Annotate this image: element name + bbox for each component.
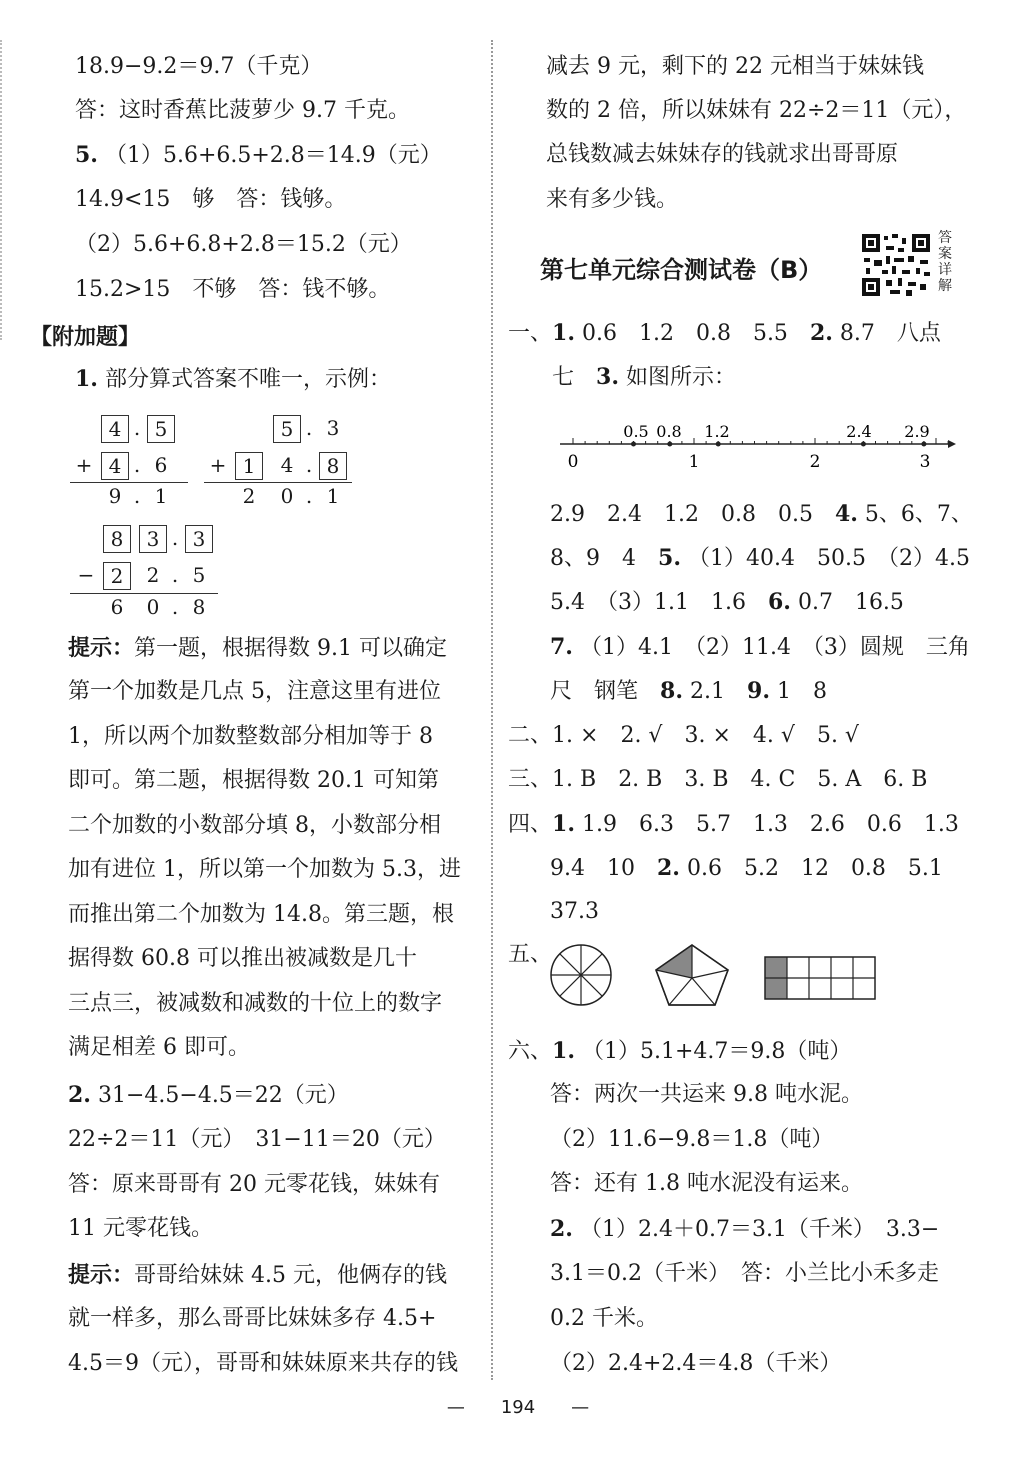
- nl-top-label: 2.9: [904, 422, 930, 441]
- digit: 6: [154, 453, 168, 477]
- qr-label: 答案详解: [938, 230, 952, 294]
- hint-line: 4.5＝9（元），哥哥和妹妹原来共存的钱: [68, 1351, 458, 1376]
- answer-line: [508, 765, 927, 795]
- nl-point: [921, 442, 926, 447]
- answer-line: 数的 2 倍，所以妹妹有 22÷2＝11（元），: [546, 98, 967, 123]
- digit: 8: [192, 595, 206, 619]
- digit: .: [171, 563, 179, 587]
- section-number: 三、: [508, 767, 553, 792]
- digit: 6: [110, 595, 124, 619]
- question-number: 1.: [552, 320, 575, 346]
- answer-text: 6. B: [883, 767, 928, 792]
- answer-line: [75, 364, 391, 395]
- answer-line: 14.9<15 够 答：钱够。: [75, 187, 347, 212]
- answer-line: [508, 809, 959, 840]
- nl-top-label: 1.2: [704, 422, 730, 441]
- answer-text: 如图所示：: [626, 365, 737, 390]
- answer-text: 8.7 八点: [839, 321, 941, 346]
- nl-label: 0: [567, 452, 579, 472]
- answer-text: 1. B: [552, 767, 597, 792]
- answer-box: 2: [103, 562, 131, 590]
- answer-box: 4: [101, 415, 129, 443]
- answer-line: [550, 676, 827, 707]
- answer-text: 1 8: [776, 679, 827, 704]
- nl-label: 3: [919, 452, 931, 472]
- hint-line: 而推出第二个加数为 14.8。第三题，根: [68, 902, 454, 927]
- question-number: 2.: [550, 1216, 573, 1242]
- answer-line: 答：这时香蕉比菠萝少 9.7 千克。: [75, 98, 410, 123]
- answer-text: 5. A: [817, 767, 862, 792]
- answer-box: 3: [139, 525, 167, 553]
- answer-text: 4. C: [750, 767, 796, 792]
- digit: 0: [280, 484, 294, 508]
- nl-point: [631, 442, 636, 447]
- digit: 4: [280, 453, 294, 477]
- nl-point: [861, 442, 866, 447]
- answer-line: 减去 9 元，剩下的 22 元相当于妹妹钱: [546, 54, 924, 79]
- question-number: 1.: [552, 811, 575, 837]
- hint-label: 提示：: [68, 1262, 135, 1288]
- answer-line: [68, 1080, 349, 1111]
- answer-text: （1）40.4 50.5 （2）4.5: [687, 546, 970, 571]
- arrow-icon: [948, 440, 956, 448]
- digit: 5: [192, 563, 206, 587]
- operator: +: [75, 453, 93, 477]
- question-number: 7.: [550, 634, 573, 660]
- answer-box: 4: [101, 452, 129, 480]
- digit: .: [171, 595, 179, 619]
- answer-line: （2）11.6−9.8＝1.8（吨）: [550, 1127, 834, 1152]
- section-number: 四、: [508, 812, 553, 837]
- answer-line: 15.2>15 不够 答：钱不够。: [75, 277, 391, 302]
- hint-line: 1，所以两个加数整数部分相加等于 8: [68, 724, 433, 749]
- question-number: 6.: [767, 589, 791, 615]
- hint-line: [68, 1260, 447, 1291]
- digit: 1: [154, 484, 168, 508]
- hint-text: 哥哥给妹妹 4.5 元，他俩存的钱: [134, 1263, 447, 1288]
- digit: 2: [242, 484, 256, 508]
- answer-line: 总钱数减去妹妹存的钱就求出哥哥原: [546, 142, 899, 167]
- answer-box: 1: [235, 452, 263, 480]
- answer-line: 来有多少钱。: [546, 187, 679, 212]
- hint-line: [68, 633, 447, 664]
- answer-line: [550, 1214, 939, 1245]
- answer-box: 5: [273, 415, 301, 443]
- hint-text: 第一题，根据得数 9.1 可以确定: [134, 636, 447, 661]
- left-edge-dots: [0, 40, 2, 340]
- section-title: 第七单元综合测试卷（B）: [540, 256, 823, 284]
- answer-text: 5.4 （3）1.1 1.6: [550, 590, 746, 615]
- question-number: 2.: [68, 1082, 91, 1108]
- extra-questions-heading: 【附加题】: [30, 324, 141, 350]
- nl-label: 1: [688, 452, 700, 472]
- answer-line: [508, 318, 941, 349]
- digit: .: [305, 484, 313, 508]
- page-number: — 194 —: [446, 1397, 590, 1418]
- answer-text: 1.9 6.3 5.7 1.3 2.6 0.6 1.3: [581, 812, 959, 837]
- question-number: 3.: [596, 364, 619, 390]
- answer-text: 3. B: [684, 767, 729, 792]
- answer-line: [550, 632, 970, 663]
- operator: −: [77, 563, 95, 587]
- operator: +: [209, 453, 227, 477]
- section-number: 五、: [508, 942, 553, 967]
- answer-text: 七: [552, 365, 575, 390]
- digit: 2: [146, 563, 160, 587]
- answer-text: 尺 钢笔: [550, 679, 639, 704]
- digit: 0: [146, 595, 160, 619]
- answer-line: [508, 721, 859, 751]
- answer-text: 0.7 16.5: [797, 590, 904, 615]
- answer-text: （1）2.4＋0.7＝3.1（千米） 3.3−: [579, 1217, 940, 1242]
- answer-line: 答：还有 1.8 吨水泥没有运来。: [550, 1171, 863, 1196]
- question-number: 2.: [809, 320, 833, 346]
- digit: 1: [326, 484, 340, 508]
- answer-line: 37.3: [550, 899, 599, 924]
- nl-top-label: 0.5: [623, 422, 649, 441]
- question-number: 9.: [747, 678, 770, 704]
- digit: 3: [326, 416, 340, 440]
- answer-text: 2. B: [618, 767, 663, 792]
- hint-line: 第一个加数是几点 5，注意这里有进位: [68, 679, 441, 704]
- answer-text: （1）5.6+6.5+2.8＝14.9（元）: [104, 143, 442, 168]
- answer-line: 11 元零花钱。: [68, 1216, 213, 1241]
- hint-line: 满足相差 6 即可。: [68, 1035, 250, 1060]
- nl-top-label: 0.8: [656, 422, 682, 441]
- section-number: 六、: [508, 1039, 553, 1064]
- nl-point: [716, 442, 721, 447]
- hint-line: 即可。第二题，根据得数 20.1 可知第: [68, 768, 439, 793]
- digit: .: [133, 453, 141, 477]
- section-number: 二、: [508, 723, 553, 748]
- question-number: 1.: [552, 1038, 575, 1064]
- question-number: 5.: [75, 142, 98, 168]
- answer-line: [75, 140, 442, 171]
- answer-text: （1）4.1 （2）11.4 （3）圆规 三角: [579, 635, 970, 660]
- answer-text: 8、9 4: [550, 546, 636, 571]
- nl-top-label: 2.4: [846, 422, 872, 441]
- answer-text: 5. √: [816, 723, 859, 748]
- answer-text: 2.1: [690, 679, 725, 704]
- question-number: 1.: [75, 366, 98, 392]
- answer-line: 18.9−9.2＝9.7（千克）: [75, 54, 323, 79]
- nl-label: 2: [809, 452, 821, 472]
- answer-line: [550, 499, 973, 530]
- question-number: 4.: [834, 501, 858, 527]
- answer-line: [550, 543, 970, 574]
- answer-text: 部分算式答案不唯一，示例：: [104, 367, 391, 392]
- answer-text: 4. √: [752, 723, 795, 748]
- number-line: [556, 418, 956, 478]
- answer-line: 3.1＝0.2（千米） 答：小兰比小禾多走: [550, 1261, 939, 1286]
- answer-line: 0.2 千米。: [550, 1306, 658, 1331]
- circle-fraction-figure: [548, 942, 614, 1008]
- digit: .: [171, 526, 179, 550]
- digit: .: [305, 416, 313, 440]
- answer-box: 8: [319, 452, 347, 480]
- section-number: 一、: [508, 321, 553, 346]
- hint-line: 三点三，被减数和减数的十位上的数字: [68, 991, 443, 1016]
- answer-line: 22÷2＝11（元） 31−11＝20（元）: [68, 1127, 446, 1152]
- hint-line: 据得数 60.8 可以推出被减数是几十: [68, 946, 417, 971]
- hint-line: 加有进位 1，所以第一个加数为 5.3，进: [68, 857, 461, 882]
- digit: .: [133, 416, 141, 440]
- question-number: 8.: [660, 678, 683, 704]
- digit: .: [133, 484, 141, 508]
- nl-point: [667, 442, 672, 447]
- answer-text: 2. √: [620, 723, 663, 748]
- answer-text: 5、6、7、: [864, 502, 973, 527]
- hint-line: 就一样多，那么哥哥比妹妹多存 4.5+: [68, 1306, 437, 1331]
- qr-code-icon[interactable]: [860, 232, 932, 298]
- hint-line: 二个加数的小数部分填 8，小数部分相: [68, 813, 441, 838]
- answer-box: 8: [103, 525, 131, 553]
- pentagon-fraction-figure: [652, 942, 732, 1008]
- answer-line: 答：原来哥哥有 20 元零花钱，妹妹有: [68, 1172, 440, 1197]
- answer-line: [550, 853, 943, 884]
- answer-line: [552, 362, 736, 393]
- column-divider: [491, 40, 493, 1380]
- answer-text: 0.6 1.2 0.8 5.5: [581, 321, 788, 346]
- rectangle-fraction-figure: [764, 956, 876, 1000]
- answer-box: 5: [147, 415, 175, 443]
- answer-line: [508, 1036, 851, 1067]
- answer-text: （1）5.1+4.7＝9.8（吨）: [581, 1039, 852, 1064]
- page-number-value: 194: [500, 1397, 536, 1418]
- answer-box: 3: [185, 525, 213, 553]
- answer-line: （2）5.6+6.8+2.8＝15.2（元）: [75, 232, 412, 257]
- answer-line: 答：两次一共运来 9.8 吨水泥。: [550, 1082, 863, 1107]
- digit: .: [305, 453, 313, 477]
- question-number: 2.: [657, 855, 680, 881]
- answer-line: [550, 587, 904, 618]
- answer-line: （2）2.4+2.4＝4.8（千米）: [550, 1351, 842, 1376]
- answer-text: 9.4 10: [550, 856, 635, 881]
- answer-text: 0.6 5.2 12 0.8 5.1: [686, 856, 943, 881]
- answer-text: 1. ×: [552, 723, 599, 748]
- question-number: 5.: [658, 545, 681, 571]
- answer-text: 31−4.5−4.5＝22（元）: [97, 1083, 349, 1108]
- answer-text: 3. ×: [684, 723, 731, 748]
- hint-label: 提示：: [68, 635, 135, 661]
- digit: 9: [108, 484, 122, 508]
- answer-text: 2.9 2.4 1.2 0.8 0.5: [550, 502, 813, 527]
